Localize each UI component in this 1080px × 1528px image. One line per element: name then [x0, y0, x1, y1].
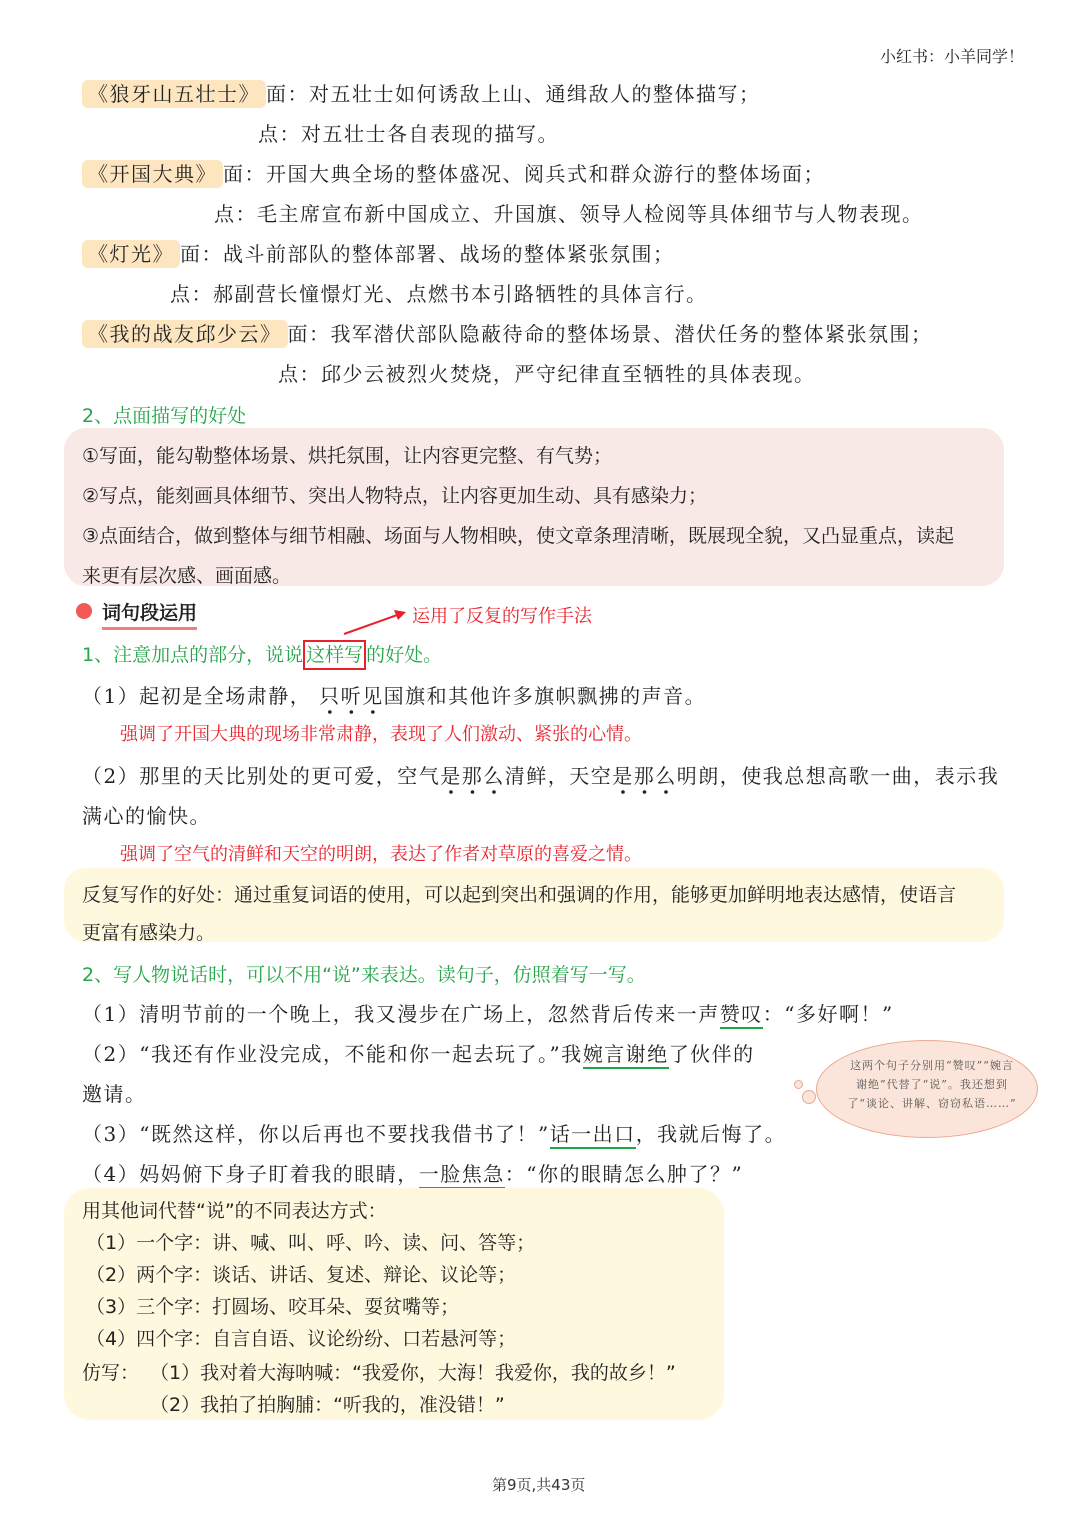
emphasis-dot	[471, 790, 475, 794]
sentence-text: ：“多好啊！”	[762, 1002, 894, 1026]
q1-text-after: 的好处。	[366, 644, 443, 666]
answer-1: 强调了开国大典的现场非常肃静，表现了人们激动、紧张的心情。	[120, 724, 642, 745]
sentence-text: ：“你的眼睛怎么肿了？”	[504, 1162, 744, 1186]
alternatives-item-4: （4）四个字：自言自语、议论纷纷、口若悬河等；	[86, 1328, 517, 1350]
annotation-text: 运用了反复的写作手法	[412, 606, 592, 627]
thought-dot	[802, 1090, 816, 1104]
answer-2: 强调了空气的清鲜和天空的明朗，表达了作者对草原的喜爱之情。	[120, 844, 642, 865]
alternatives-item-3: （3）三个字：打圆场、咬耳朵、耍贫嘴等；	[86, 1296, 460, 1318]
example-row-1-dian: 点：对五壮士各自表现的描写。	[258, 122, 559, 146]
emphasis-dot	[328, 710, 332, 714]
benefit-line-3: ③点面结合，做到整体与细节相融、场面与人物相映，使文章条理清晰，既展现全貌，又凸显重点，读起	[82, 525, 955, 547]
header-source: 小红书：小羊同学！	[880, 47, 1025, 66]
sentence-text: 了伙伴的	[668, 1042, 755, 1066]
sentence-text: （4）妈妈俯下身子盯着我的眼睛，	[82, 1162, 419, 1186]
emphasis-dot	[371, 710, 375, 714]
sentence-text: 国旗和其他许多旗帜飘拂的声音。	[383, 684, 707, 708]
q2-sentence-2	[82, 1038, 755, 1067]
page-number: 第9页,共43页	[492, 1476, 586, 1494]
repeat-benefit-line-2: 更富有感染力。	[82, 922, 216, 944]
example-row-4-dian: 点：邱少云被烈火焚烧，严守纪律直至牺牲的具体表现。	[278, 362, 816, 386]
q2-sentence-4	[82, 1158, 743, 1187]
benefits-heading: 2、点面描写的好处	[82, 405, 247, 427]
emphasis-dot	[449, 790, 453, 794]
underlined-word: 话一出口	[550, 1122, 636, 1149]
sentence-text: 明朗，使我总想高歌一曲，表示我	[676, 764, 1000, 788]
lesson-tag: 《开国大典》	[82, 160, 223, 188]
imitate-line-2: （2）我拍了拍胸脯：“听我的，准没错！”	[150, 1394, 505, 1416]
underlined-word: 一脸焦急	[419, 1162, 505, 1189]
underlined-word: 婉言谢绝	[583, 1042, 669, 1069]
sentence-text: （3）“既然这样，你以后再也不要找我借书了！”	[82, 1122, 550, 1146]
alternatives-title: 用其他词代替“说”的不同表达方式：	[82, 1200, 387, 1222]
lesson-tag: 《我的战友邱少云》	[82, 320, 288, 348]
example-row-2-dian: 点：毛主席宣布新中国成立、升国旗、领导人检阅等具体细节与人物表现。	[214, 202, 924, 226]
sentence-text: （1）起初是全场肃静，	[82, 684, 312, 708]
emphasis-dot	[492, 790, 496, 794]
benefit-line-2: ②写点，能刻画具体细节、突出人物特点，让内容更加生动、具有感染力；	[82, 485, 708, 507]
example-row-3-dian: 点：郝副营长憧憬灯光、点燃书本引路牺牲的具体言行。	[170, 282, 708, 306]
q1-boxed-text: 这样写	[303, 640, 366, 670]
emphasis-dot	[643, 790, 647, 794]
alternatives-item-2: （2）两个字：谈话、讲话、复述、辩论、议论等；	[86, 1264, 517, 1286]
imitate-line-1: （1）我对着大海呐喊：“我爱你，大海！我爱你，我的故乡！”	[150, 1362, 676, 1384]
sentence-text: （2）那里的天比别处的更可爱，空气	[82, 764, 441, 788]
sentence-text: ，我就后悔了。	[635, 1122, 787, 1146]
thought-bubble-text: 这两个句子分别用“赞叹”“婉言谢绝”代替了“说”。我还想到了“谈论、讲解、窃窃私语……”	[847, 1059, 1017, 1110]
emphasis-text: 是那么	[612, 764, 677, 788]
mian-text: 面：对五壮士如何诱敌上山、通缉敌人的整体描写；	[266, 82, 761, 106]
emphasis-dot	[664, 790, 668, 794]
sentence-2-line2: 满心的愉快。	[82, 804, 211, 828]
section-title: 词句段运用	[102, 598, 197, 630]
sentence-text: （1）清明节前的一个晚上，我又漫步在广场上，忽然背后传来一声	[82, 1002, 720, 1026]
lesson-tag: 《狼牙山五壮士》	[82, 80, 266, 108]
lesson-tag: 《灯光》	[82, 240, 180, 268]
q2-sentence-3	[82, 1118, 786, 1147]
repeat-benefit-line-1: 反复写作的好处：通过重复词语的使用，可以起到突出和强调的作用，能够更加鲜明地表达感情，使语言	[82, 884, 957, 906]
q2-heading: 2、写人物说话时，可以不用“说”来表达。读句子，仿照着写一写。	[82, 964, 646, 986]
sentence-text: 清鲜，天空	[504, 764, 613, 788]
mian-text: 面：我军潜伏部队隐蔽待命的整体场景、潜伏任务的整体紧张氛围；	[287, 322, 933, 346]
sentence-text: （2）“我还有作业没完成，不能和你一起去玩了。”我	[82, 1042, 583, 1066]
emphasis-text: 只听见	[319, 684, 384, 708]
emphasis-dot	[350, 710, 354, 714]
benefit-line-1: ①写面，能勾勒整体场景、烘托氛围，让内容更完整、有气势；	[82, 445, 613, 467]
emphasis-text: 是那么	[440, 764, 505, 788]
q1-text-before: 1、注意加点的部分，说说	[82, 644, 304, 666]
mian-text: 面：开国大典全场的整体盛况、阅兵式和群众游行的整体场面；	[223, 162, 825, 186]
mian-text: 面：战斗前部队的整体部署、战场的整体紧张氛围；	[180, 242, 675, 266]
q2-sentence-2-line2: 邀请。	[82, 1082, 147, 1106]
benefit-line-4: 来更有层次感、画面感。	[82, 565, 292, 587]
emphasis-dot	[621, 790, 625, 794]
imitate-label: 仿写：	[82, 1362, 140, 1384]
underlined-word: 赞叹	[720, 1002, 763, 1029]
alternatives-item-1: （1）一个字：讲、喊、叫、呼、吟、读、问、答等；	[86, 1232, 536, 1254]
thought-dot	[794, 1080, 803, 1089]
q2-sentence-1	[82, 998, 894, 1027]
